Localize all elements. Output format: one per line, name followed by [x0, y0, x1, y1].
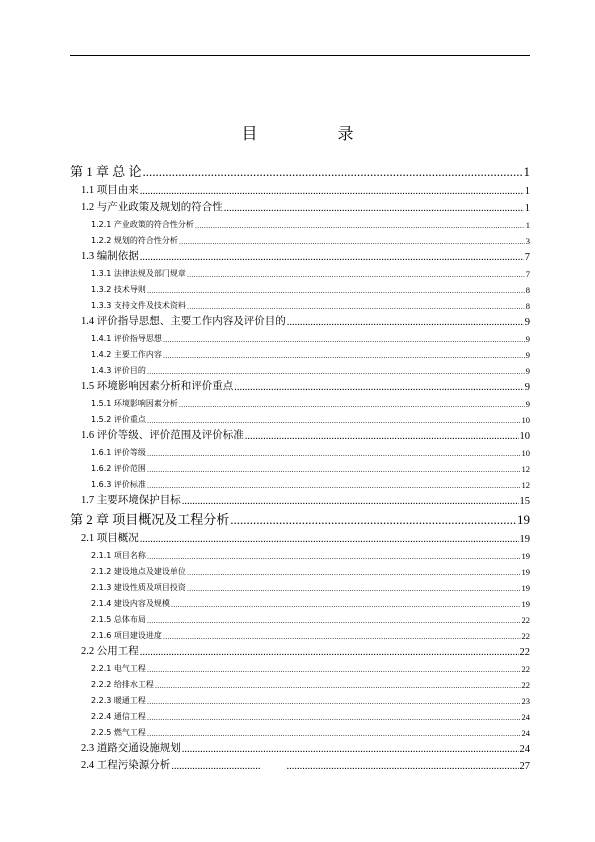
toc-entry-page: 9	[525, 366, 530, 376]
toc-leader	[187, 569, 521, 577]
toc-entry[interactable]	[70, 344, 530, 360]
toc-entry[interactable]	[70, 197, 530, 214]
toc-entry-page: 24	[521, 728, 530, 738]
toc-entry-label: 1.4 评价指导思想、主要工作内容及评价目的	[81, 316, 286, 327]
toc-entry-page: 15	[519, 496, 530, 507]
toc-leader	[147, 730, 521, 738]
toc-entry[interactable]	[70, 755, 530, 772]
toc-entry[interactable]	[70, 609, 530, 625]
toc-entry-page: 7	[524, 252, 530, 263]
toc-leader	[230, 512, 516, 528]
toc-leader	[187, 585, 521, 593]
toc-entry-page: 27	[519, 761, 530, 772]
toc-entry-label: 1.3 编制依据	[81, 251, 139, 262]
toc-entry-page: 19	[521, 551, 530, 561]
toc-entry-label: 1.4.3 评价目的	[91, 366, 146, 375]
toc-entry-label: 1.5.2 评价重点	[91, 415, 146, 424]
toc-entry-label: 2.1.3 建设性质及项目投资	[91, 583, 186, 592]
toc-entry-page: 7	[525, 269, 530, 279]
toc-entry-page: 12	[521, 480, 530, 490]
toc-leader	[155, 682, 521, 690]
toc-entry-label: 1.6.3 评价标准	[91, 480, 146, 489]
toc-entry[interactable]	[70, 246, 530, 263]
toc-leader	[187, 303, 525, 311]
toc-leader	[182, 744, 519, 755]
toc-entry-label: 1.6.1 评价等级	[91, 448, 146, 457]
toc-entry[interactable]	[70, 458, 530, 474]
toc-leader	[147, 417, 521, 425]
toc-entry-page: 8	[525, 301, 530, 311]
toc-entry-page: 8	[525, 285, 530, 295]
toc-entry-page: 22	[521, 664, 530, 674]
toc-entry[interactable]	[70, 593, 530, 609]
toc-entry-label: 2.1 项目概况	[81, 533, 139, 544]
toc-entry-page: 1	[525, 220, 530, 230]
toc-entry-label: 2.1.4 建设内容及规模	[91, 599, 170, 608]
toc-entry-label: 2.2.5 燃气工程	[91, 728, 146, 737]
toc-entry-page: 1	[523, 164, 530, 179]
toc-entry[interactable]	[70, 507, 530, 528]
toc-entry[interactable]	[70, 328, 530, 344]
toc-entry-label: 1.3.2 技术导则	[91, 285, 146, 294]
toc-leader	[171, 761, 261, 772]
toc-entry[interactable]	[70, 545, 530, 561]
toc-leader	[195, 222, 525, 230]
toc-leader	[147, 450, 521, 458]
toc-entry[interactable]	[70, 722, 530, 738]
toc-entry[interactable]	[70, 674, 530, 690]
toc-leader	[147, 482, 521, 490]
toc-title: 目 录	[241, 126, 392, 143]
toc-entry[interactable]	[70, 279, 530, 295]
toc-entry-page: 9	[525, 334, 530, 344]
toc-entry[interactable]	[70, 490, 530, 507]
toc-entry-label: 第 1 章 总 论	[70, 164, 142, 179]
toc-entry-label: 1.7 主要环境保护目标	[81, 495, 181, 506]
toc-entry-label: 2.1.1 项目名称	[91, 551, 146, 560]
toc-leader	[179, 401, 525, 409]
toc-entry[interactable]	[70, 180, 530, 197]
toc-entry-page: 12	[521, 464, 530, 474]
toc-entry-page: 10	[521, 448, 530, 458]
toc-entry[interactable]	[70, 360, 530, 376]
toc-entry-page: 10	[519, 431, 530, 442]
toc-entry-label: 1.5 环境影响因素分析和评价重点	[81, 381, 234, 392]
toc-leader	[245, 431, 519, 442]
toc-entry-label: 1.5.1 环境影响因素分析	[91, 399, 178, 408]
toc-leader	[147, 714, 521, 722]
toc-entry-label: 1.2 与产业政策及规划的符合性	[81, 202, 223, 213]
toc-entry[interactable]	[70, 577, 530, 593]
toc-entry-label: 1.4.2 主要工作内容	[91, 350, 162, 359]
toc-entry[interactable]	[70, 263, 530, 279]
toc-entry-page: 19	[517, 512, 530, 527]
toc-leader	[147, 617, 521, 625]
toc-entry[interactable]	[70, 561, 530, 577]
toc-entry-page: 19	[521, 583, 530, 593]
toc-entry-page: 19	[521, 567, 530, 577]
toc-entry-page: 19	[521, 599, 530, 609]
toc-entry-label: 1.2.1 产业政策的符合性分析	[91, 220, 194, 229]
toc-entry[interactable]	[70, 295, 530, 311]
toc-leader	[182, 496, 519, 507]
toc-leader	[140, 647, 519, 658]
toc-leader	[179, 238, 525, 246]
header-rule	[70, 55, 530, 56]
toc-entry[interactable]	[70, 738, 530, 755]
toc-entry-page: 22	[521, 680, 530, 690]
toc-leader	[140, 186, 524, 197]
toc-entry-page: 9	[525, 350, 530, 360]
toc-entry-label: 2.2.3 暖通工程	[91, 696, 146, 705]
toc-entry[interactable]	[70, 442, 530, 458]
toc-entry-label: 2.1.5 总体布局	[91, 615, 146, 624]
toc-entry[interactable]	[70, 706, 530, 722]
toc-leader	[140, 534, 519, 545]
toc-entry-label: 2.2.2 给排水工程	[91, 680, 154, 689]
toc-entry[interactable]	[70, 425, 530, 442]
toc-entry-label: 2.2.1 电气工程	[91, 664, 146, 673]
toc-entry-page: 24	[519, 744, 530, 755]
toc-entry-label: 2.4 工程污染源分析	[81, 760, 171, 771]
toc-entry-label: 1.2.2 规划的符合性分析	[91, 236, 178, 245]
toc-entry-label: 2.1.2 建设地点及建设单位	[91, 567, 186, 576]
toc-leader	[147, 553, 521, 561]
toc-entry-label: 2.1.6 项目建设进度	[91, 631, 162, 640]
toc-leader	[163, 352, 525, 360]
toc-leader	[147, 368, 525, 376]
toc-entry-page: 23	[521, 696, 530, 706]
toc-entry-label: 1.3.3 支持文件及技术资料	[91, 301, 186, 310]
toc-leader	[147, 466, 521, 474]
toc-entry-page: 19	[519, 534, 530, 545]
toc-entry[interactable]	[70, 159, 530, 180]
toc-leader	[147, 287, 525, 295]
toc-entry-page: 10	[521, 415, 530, 425]
toc-leader	[171, 601, 521, 609]
toc-entry[interactable]	[70, 625, 530, 641]
toc-entry[interactable]	[70, 393, 530, 409]
toc-entry[interactable]	[70, 528, 530, 545]
toc-entry-label: 1.3.1 法律法规及部门规章	[91, 269, 186, 278]
toc-entry-label: 2.2.4 通信工程	[91, 712, 146, 721]
toc-entry[interactable]	[70, 311, 530, 328]
toc-entry[interactable]	[70, 409, 530, 425]
toc-entry[interactable]	[70, 658, 530, 674]
toc-entry-page: 9	[524, 317, 530, 328]
toc-leader	[147, 698, 521, 706]
toc-leader	[187, 271, 525, 279]
table-of-contents	[70, 159, 530, 772]
toc-entry-label: 第 2 章 项目概况及工程分析	[70, 512, 230, 527]
toc-entry-label: 1.6.2 评价范围	[91, 464, 146, 473]
toc-entry[interactable]	[70, 474, 530, 490]
toc-entry[interactable]	[70, 214, 530, 230]
toc-leader	[140, 252, 524, 263]
toc-leader	[163, 336, 525, 344]
toc-leader	[147, 666, 521, 674]
toc-entry[interactable]	[70, 641, 530, 658]
toc-entry-label: 1.4.1 评价指导思想	[91, 334, 162, 343]
toc-entry[interactable]	[70, 230, 530, 246]
toc-entry[interactable]	[70, 690, 530, 706]
toc-entry-label: 2.3 道路交通设施规划	[81, 743, 181, 754]
toc-entry-label: 2.2 公用工程	[81, 646, 139, 657]
toc-leader	[224, 203, 524, 214]
toc-entry[interactable]	[70, 376, 530, 393]
toc-entry-page: 3	[525, 236, 530, 246]
toc-entry-page: 9	[524, 382, 530, 393]
toc-leader	[163, 633, 521, 641]
toc-entry-page: 1	[524, 203, 530, 214]
toc-entry-page: 1	[524, 186, 530, 197]
toc-entry-page: 9	[525, 399, 530, 409]
toc-entry-page: 22	[521, 631, 530, 641]
toc-entry-label: 1.1 项目由来	[81, 185, 139, 196]
toc-entry-label: 1.6 评价等级、评价范围及评价标准	[81, 430, 244, 441]
toc-entry-page: 22	[519, 647, 530, 658]
toc-leader	[234, 382, 524, 393]
toc-leader	[287, 317, 524, 328]
toc-leader	[143, 164, 523, 180]
toc-leader	[286, 761, 518, 772]
toc-entry-page: 22	[521, 615, 530, 625]
toc-entry-page: 24	[521, 712, 530, 722]
